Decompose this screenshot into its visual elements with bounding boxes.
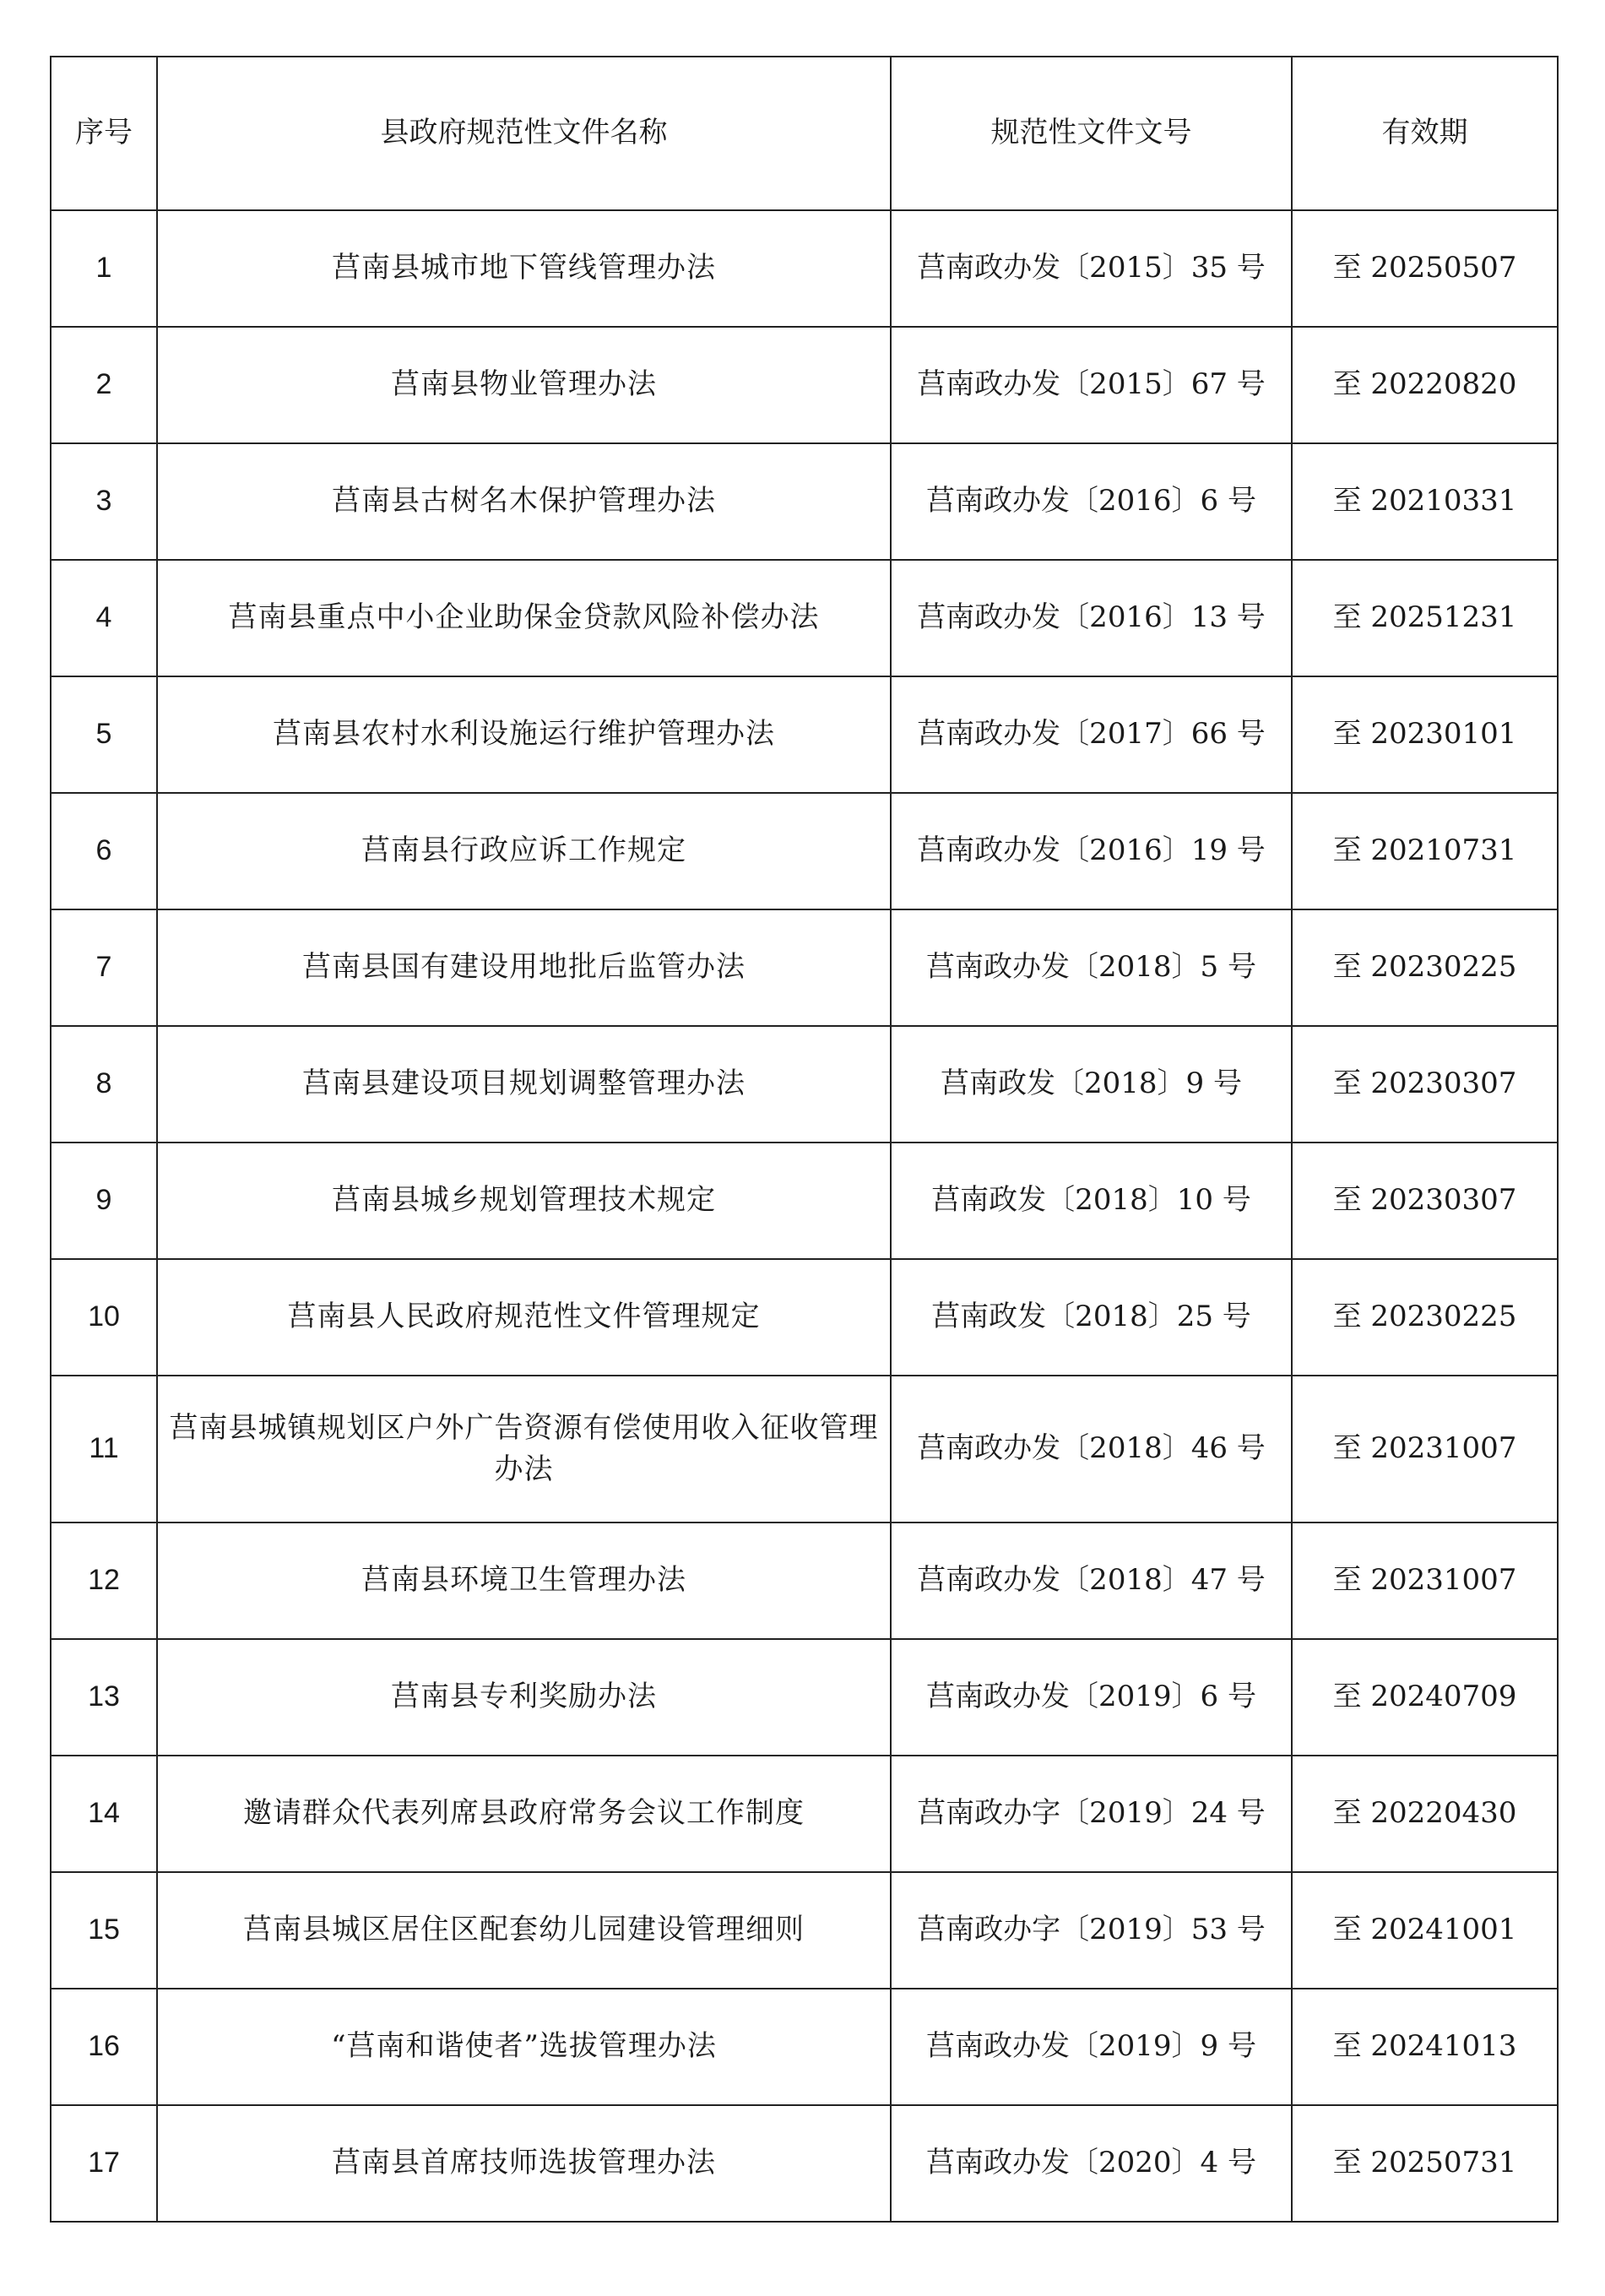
- row-index: 13: [51, 1639, 157, 1756]
- row-doc-number: 莒南政办发〔2016〕13 号: [891, 560, 1292, 676]
- table-row: [51, 1639, 1558, 1756]
- row-doc-number: 莒南政办发〔2019〕6 号: [891, 1639, 1292, 1756]
- table-row: [51, 1872, 1558, 1989]
- row-doc-number: 莒南政办发〔2017〕66 号: [891, 676, 1292, 793]
- row-doc-number: 莒南政发〔2018〕25 号: [891, 1259, 1292, 1376]
- row-doc-number: 莒南政办发〔2018〕46 号: [891, 1376, 1292, 1523]
- table-row: [51, 443, 1558, 560]
- header-doc-number: 规范性文件文号: [891, 57, 1292, 210]
- row-validity: 至 20250507: [1292, 210, 1558, 327]
- row-document-name: 莒南县物业管理办法: [157, 327, 891, 443]
- row-doc-number: 莒南政办发〔2018〕47 号: [891, 1523, 1292, 1639]
- table-row: [51, 1376, 1558, 1523]
- row-validity: 至 20230225: [1292, 1259, 1558, 1376]
- table-row: [51, 1523, 1558, 1639]
- row-document-name: 莒南县农村水利设施运行维护管理办法: [157, 676, 891, 793]
- row-index: 10: [51, 1259, 157, 1376]
- row-index: 12: [51, 1523, 157, 1639]
- row-document-name: 邀请群众代表列席县政府常务会议工作制度: [157, 1756, 891, 1872]
- row-validity: 至 20210331: [1292, 443, 1558, 560]
- row-doc-number: 莒南政办发〔2015〕67 号: [891, 327, 1292, 443]
- row-validity: 至 20210731: [1292, 793, 1558, 909]
- table-row: [51, 210, 1558, 327]
- row-index: 17: [51, 2105, 157, 2222]
- row-validity: 至 20230307: [1292, 1026, 1558, 1143]
- row-index: 2: [51, 327, 157, 443]
- row-doc-number: 莒南政发〔2018〕10 号: [891, 1143, 1292, 1259]
- row-validity: 至 20230307: [1292, 1143, 1558, 1259]
- row-index: 16: [51, 1989, 157, 2105]
- header-index: 序号: [51, 57, 157, 210]
- row-doc-number: 莒南政办发〔2020〕4 号: [891, 2105, 1292, 2222]
- row-validity: 至 20231007: [1292, 1376, 1558, 1523]
- row-index: 11: [51, 1376, 157, 1523]
- table-row: [51, 676, 1558, 793]
- row-doc-number: 莒南政办发〔2018〕5 号: [891, 909, 1292, 1026]
- row-doc-number: 莒南政办字〔2019〕53 号: [891, 1872, 1292, 1989]
- row-index: 5: [51, 676, 157, 793]
- row-index: 3: [51, 443, 157, 560]
- row-index: 7: [51, 909, 157, 1026]
- row-document-name: 莒南县建设项目规划调整管理办法: [157, 1026, 891, 1143]
- row-validity: 至 20231007: [1292, 1523, 1558, 1639]
- row-validity: 至 20251231: [1292, 560, 1558, 676]
- regulatory-documents-table: [50, 56, 1559, 2223]
- row-doc-number: 莒南政办发〔2015〕35 号: [891, 210, 1292, 327]
- header-validity: 有效期: [1292, 57, 1558, 210]
- row-document-name: 莒南县重点中小企业助保金贷款风险补偿办法: [157, 560, 891, 676]
- row-document-name: 莒南县人民政府规范性文件管理规定: [157, 1259, 891, 1376]
- table-row: [51, 793, 1558, 909]
- row-index: 8: [51, 1026, 157, 1143]
- row-document-name: 莒南县古树名木保护管理办法: [157, 443, 891, 560]
- row-validity: 至 20230101: [1292, 676, 1558, 793]
- row-document-name: 莒南县城乡规划管理技术规定: [157, 1143, 891, 1259]
- row-document-name: 莒南县行政应诉工作规定: [157, 793, 891, 909]
- table-row: [51, 909, 1558, 1026]
- row-doc-number: 莒南政办发〔2016〕6 号: [891, 443, 1292, 560]
- row-doc-number: 莒南政办发〔2019〕9 号: [891, 1989, 1292, 2105]
- table-row: [51, 2105, 1558, 2222]
- row-index: 9: [51, 1143, 157, 1259]
- row-document-name: 莒南县城区居住区配套幼儿园建设管理细则: [157, 1872, 891, 1989]
- row-document-name: “莒南和谐使者”选拔管理办法: [157, 1989, 891, 2105]
- row-validity: 至 20240709: [1292, 1639, 1558, 1756]
- row-index: 1: [51, 210, 157, 327]
- table-row: [51, 1756, 1558, 1872]
- table-header-row: [51, 57, 1558, 210]
- row-document-name: 莒南县国有建设用地批后监管办法: [157, 909, 891, 1026]
- row-index: 15: [51, 1872, 157, 1989]
- row-document-name: 莒南县环境卫生管理办法: [157, 1523, 891, 1639]
- row-validity: 至 20220430: [1292, 1756, 1558, 1872]
- row-validity: 至 20250731: [1292, 2105, 1558, 2222]
- table-row: [51, 1259, 1558, 1376]
- row-document-name: 莒南县城市地下管线管理办法: [157, 210, 891, 327]
- row-validity: 至 20241001: [1292, 1872, 1558, 1989]
- row-validity: 至 20220820: [1292, 327, 1558, 443]
- header-name: 县政府规范性文件名称: [157, 57, 891, 210]
- row-index: 6: [51, 793, 157, 909]
- row-index: 4: [51, 560, 157, 676]
- row-document-name: 莒南县城镇规划区户外广告资源有偿使用收入征收管理办法: [157, 1376, 891, 1523]
- row-document-name: 莒南县专利奖励办法: [157, 1639, 891, 1756]
- row-doc-number: 莒南政办发〔2016〕19 号: [891, 793, 1292, 909]
- row-document-name: 莒南县首席技师选拔管理办法: [157, 2105, 891, 2222]
- table-row: [51, 1143, 1558, 1259]
- row-validity: 至 20241013: [1292, 1989, 1558, 2105]
- row-doc-number: 莒南政办字〔2019〕24 号: [891, 1756, 1292, 1872]
- row-index: 14: [51, 1756, 157, 1872]
- table-row: [51, 1026, 1558, 1143]
- row-doc-number: 莒南政发〔2018〕9 号: [891, 1026, 1292, 1143]
- row-validity: 至 20230225: [1292, 909, 1558, 1026]
- table-row: [51, 560, 1558, 676]
- table-row: [51, 1989, 1558, 2105]
- table-row: [51, 327, 1558, 443]
